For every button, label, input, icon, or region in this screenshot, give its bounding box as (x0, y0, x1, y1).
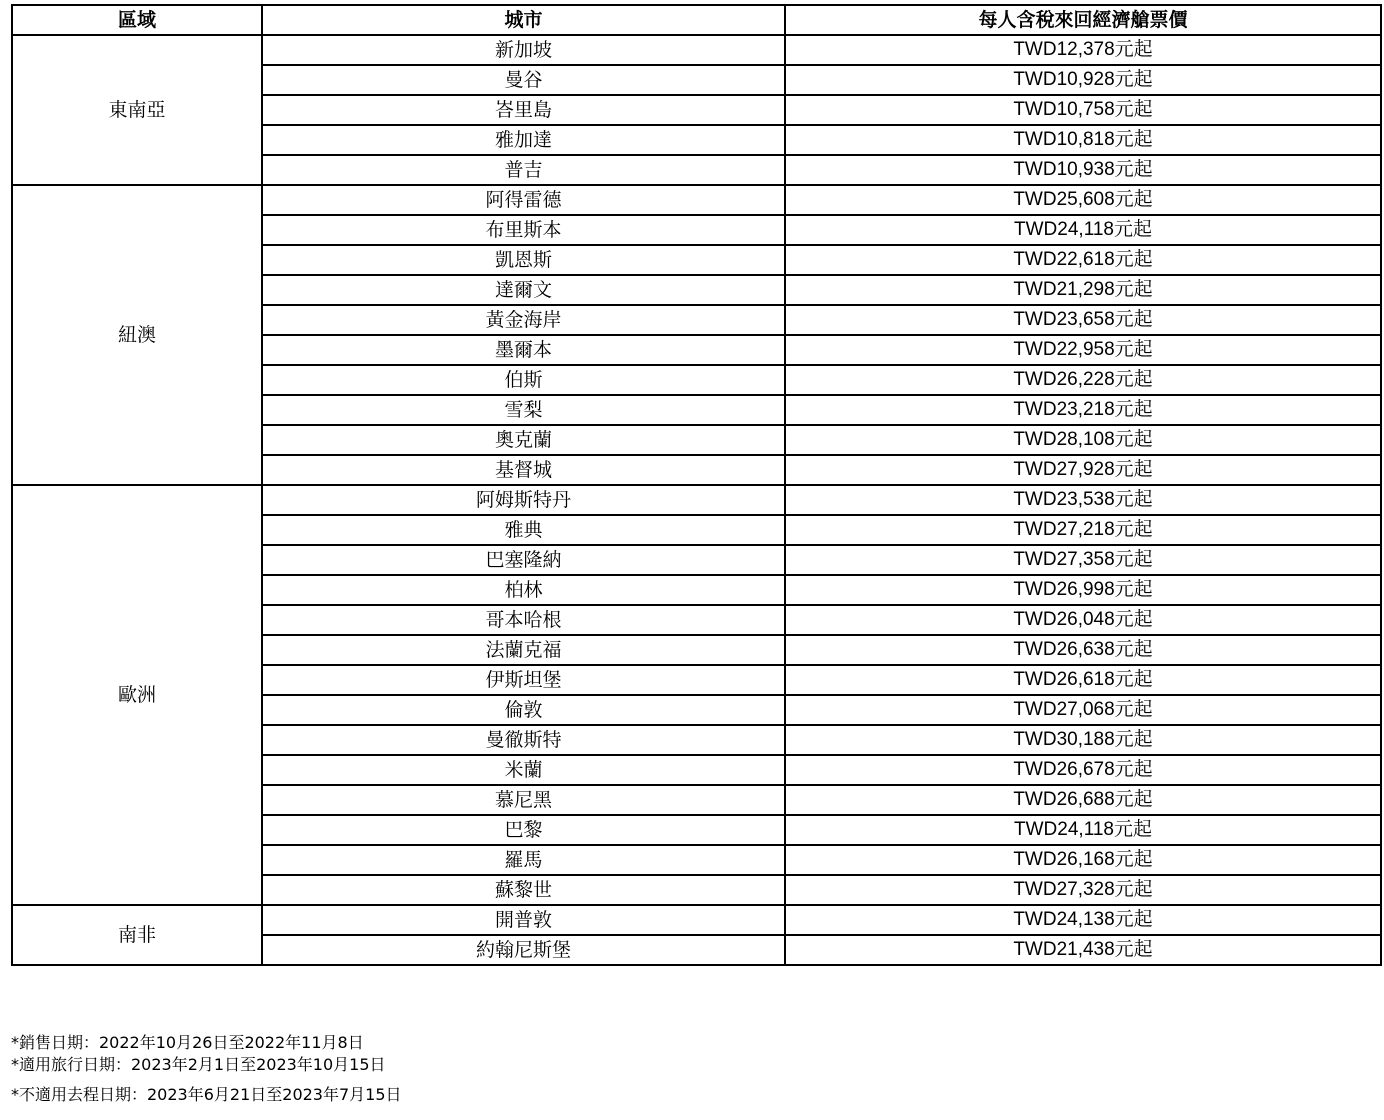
price-cell: TWD26,998元起 (785, 575, 1381, 605)
region-cell: 紐澳 (12, 185, 262, 485)
region-cell: 歐洲 (12, 485, 262, 905)
city-cell: 開普敦 (262, 905, 785, 935)
note-travel-date: *適用旅行日期：2023年2月1日至2023年10月15日 (11, 1055, 386, 1074)
price-cell: TWD26,228元起 (785, 365, 1381, 395)
price-cell: TWD27,328元起 (785, 875, 1381, 905)
city-cell: 達爾文 (262, 275, 785, 305)
price-cell: TWD27,358元起 (785, 545, 1381, 575)
city-cell: 雅加達 (262, 125, 785, 155)
region-cell: 東南亞 (12, 35, 262, 185)
price-cell: TWD25,608元起 (785, 185, 1381, 215)
table-row (12, 35, 1381, 65)
price-cell: TWD10,928元起 (785, 65, 1381, 95)
header-city: 城市 (262, 5, 785, 35)
price-cell: TWD22,618元起 (785, 245, 1381, 275)
price-cell: TWD21,438元起 (785, 935, 1381, 965)
price-cell: TWD27,928元起 (785, 455, 1381, 485)
city-cell: 凱恩斯 (262, 245, 785, 275)
footnotes (11, 1032, 402, 1106)
city-cell: 墨爾本 (262, 335, 785, 365)
price-cell: TWD10,758元起 (785, 95, 1381, 125)
city-cell: 黃金海岸 (262, 305, 785, 335)
city-cell: 雪梨 (262, 395, 785, 425)
price-cell: TWD10,818元起 (785, 125, 1381, 155)
price-cell: TWD26,618元起 (785, 665, 1381, 695)
header-row (12, 5, 1381, 35)
city-cell: 法蘭克福 (262, 635, 785, 665)
price-cell: TWD30,188元起 (785, 725, 1381, 755)
table-row (12, 905, 1381, 935)
city-cell: 羅馬 (262, 845, 785, 875)
price-cell: TWD26,048元起 (785, 605, 1381, 635)
city-cell: 蘇黎世 (262, 875, 785, 905)
city-cell: 伊斯坦堡 (262, 665, 785, 695)
note-sale-date: *銷售日期：2022年10月26日至2022年11月8日 (11, 1033, 364, 1052)
price-cell: TWD24,138元起 (785, 905, 1381, 935)
city-cell: 柏林 (262, 575, 785, 605)
city-cell: 慕尼黑 (262, 785, 785, 815)
city-cell: 基督城 (262, 455, 785, 485)
region-cell: 南非 (12, 905, 262, 965)
price-cell: TWD24,118元起 (785, 815, 1381, 845)
city-cell: 巴黎 (262, 815, 785, 845)
price-cell: TWD21,298元起 (785, 275, 1381, 305)
city-cell: 峇里島 (262, 95, 785, 125)
city-cell: 新加坡 (262, 35, 785, 65)
price-cell: TWD27,218元起 (785, 515, 1381, 545)
fare-table-body (12, 35, 1381, 965)
city-cell: 阿姆斯特丹 (262, 485, 785, 515)
price-cell: TWD23,218元起 (785, 395, 1381, 425)
city-cell: 奧克蘭 (262, 425, 785, 455)
city-cell: 布里斯本 (262, 215, 785, 245)
city-cell: 米蘭 (262, 755, 785, 785)
price-cell: TWD22,958元起 (785, 335, 1381, 365)
city-cell: 約翰尼斯堡 (262, 935, 785, 965)
price-cell: TWD26,638元起 (785, 635, 1381, 665)
city-cell: 巴塞隆納 (262, 545, 785, 575)
header-region: 區域 (12, 5, 262, 35)
price-cell: TWD10,938元起 (785, 155, 1381, 185)
price-cell: TWD23,658元起 (785, 305, 1381, 335)
price-cell: TWD23,538元起 (785, 485, 1381, 515)
price-cell: TWD26,168元起 (785, 845, 1381, 875)
price-cell: TWD26,678元起 (785, 755, 1381, 785)
price-cell: TWD24,118元起 (785, 215, 1381, 245)
price-cell: TWD12,378元起 (785, 35, 1381, 65)
price-cell: TWD26,688元起 (785, 785, 1381, 815)
city-cell: 普吉 (262, 155, 785, 185)
table-row (12, 185, 1381, 215)
header-price: 每人含稅來回經濟艙票價 (785, 5, 1381, 35)
city-cell: 曼徹斯特 (262, 725, 785, 755)
city-cell: 阿得雷德 (262, 185, 785, 215)
city-cell: 倫敦 (262, 695, 785, 725)
note-blackout-date: *不適用去程日期：2023年6月21日至2023年7月15日 (11, 1085, 402, 1104)
city-cell: 伯斯 (262, 365, 785, 395)
city-cell: 曼谷 (262, 65, 785, 95)
price-cell: TWD27,068元起 (785, 695, 1381, 725)
table-row (12, 485, 1381, 515)
fare-table (11, 4, 1382, 966)
price-cell: TWD28,108元起 (785, 425, 1381, 455)
city-cell: 哥本哈根 (262, 605, 785, 635)
city-cell: 雅典 (262, 515, 785, 545)
